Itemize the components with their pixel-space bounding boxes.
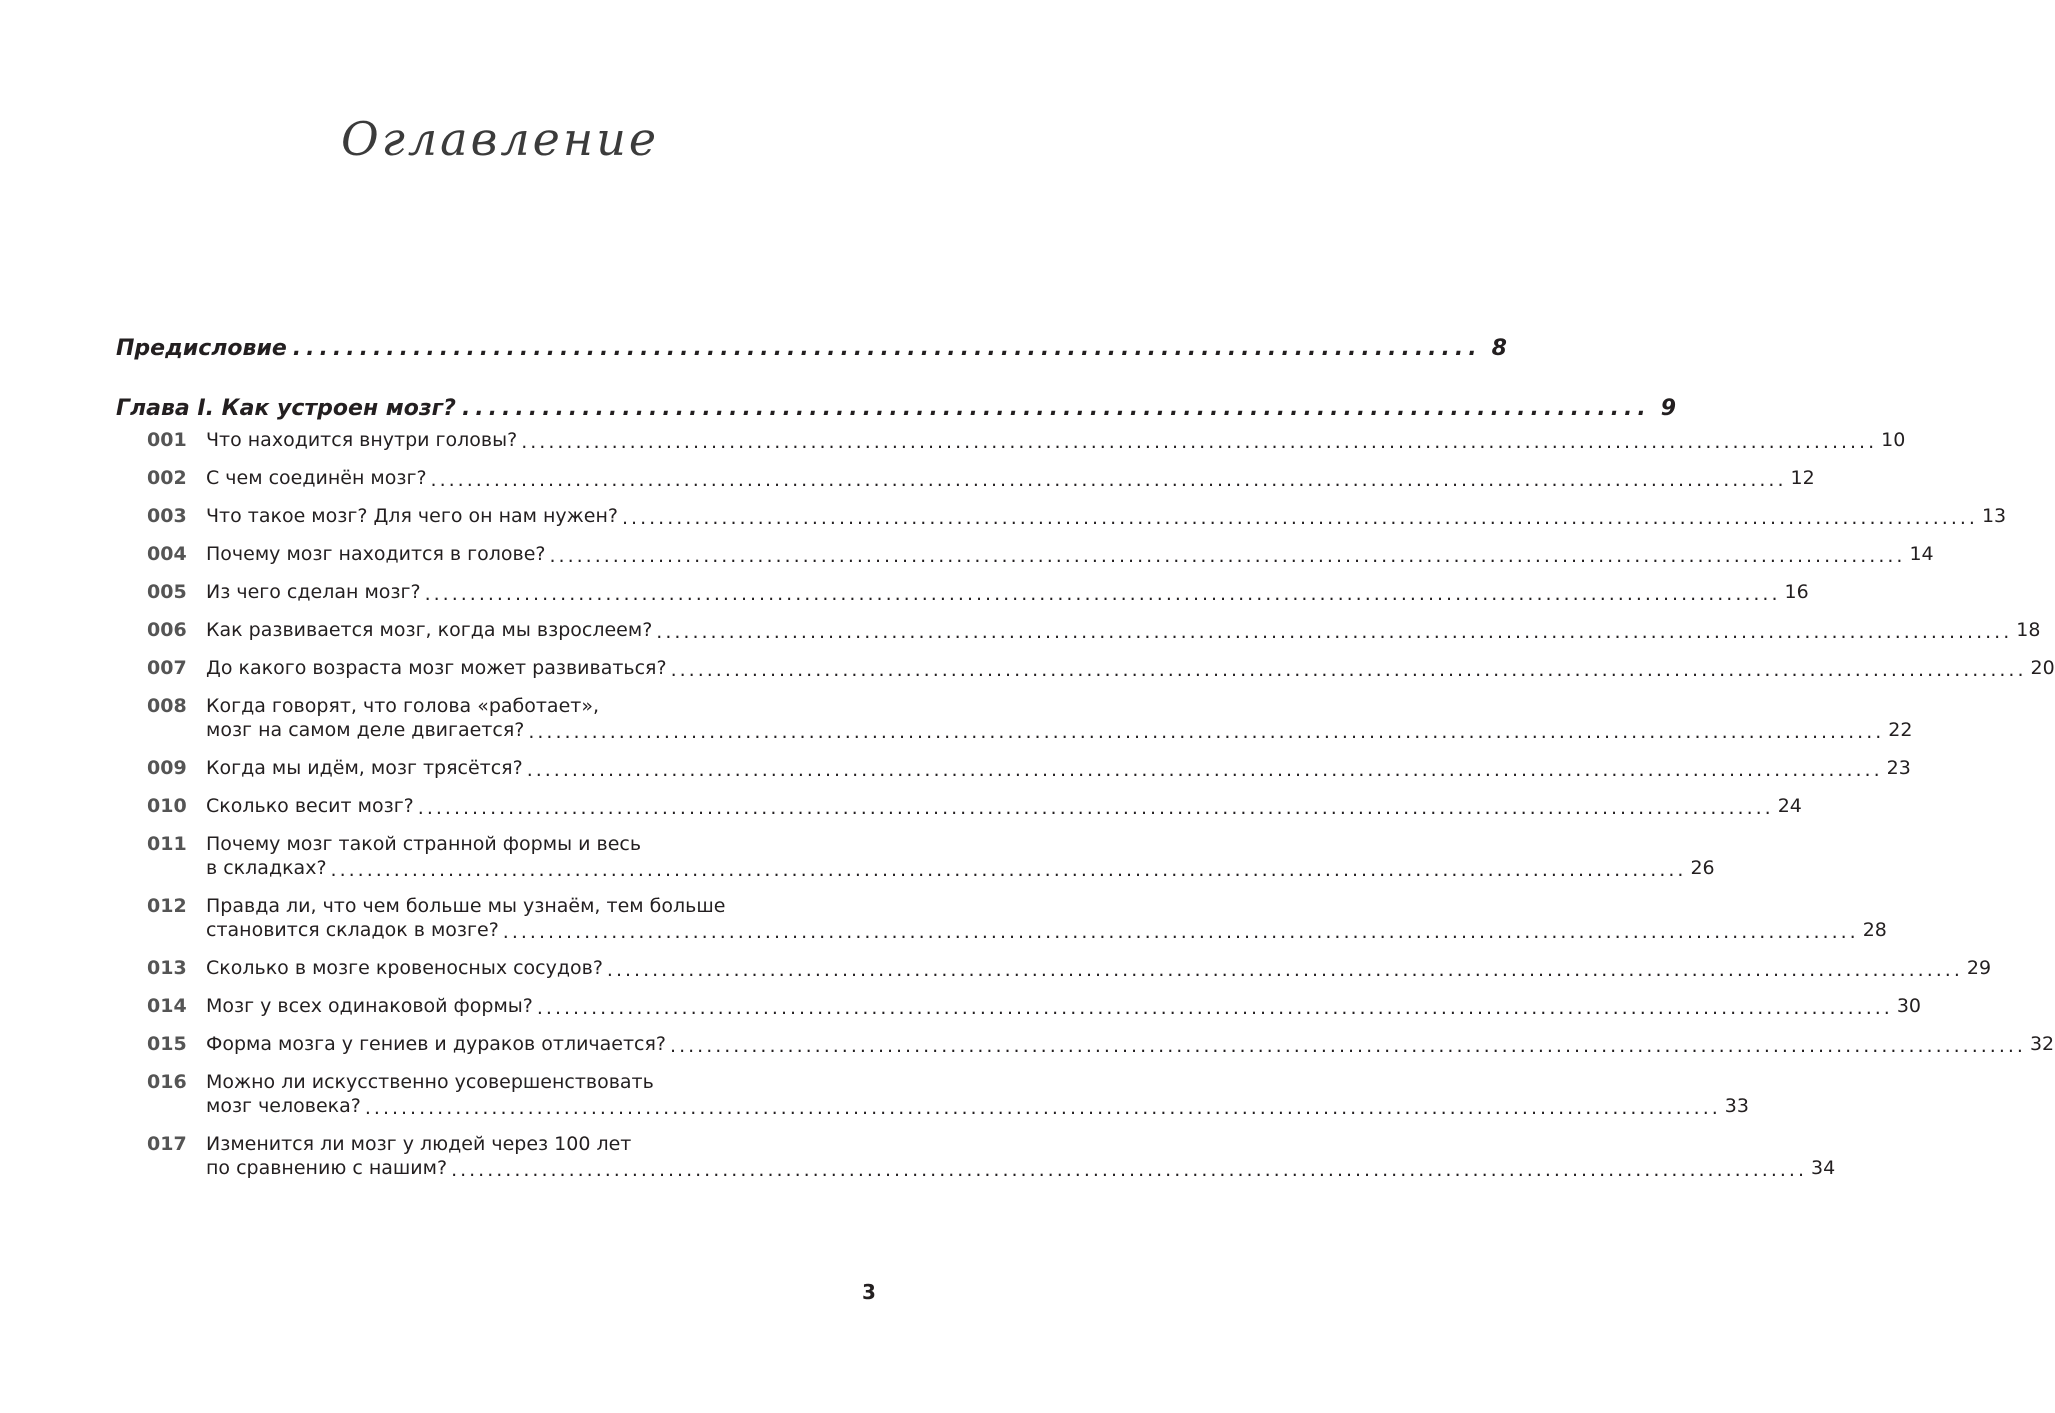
entry-last-line bbox=[206, 1032, 2054, 1056]
entry-title: Почему мозг находится в голове? bbox=[206, 543, 546, 565]
entry-title: мозг на самом деле двигается? bbox=[206, 719, 525, 741]
entry-line: Изменится ли мозг у людей через 100 лет bbox=[206, 1133, 632, 1155]
entry-title: в складках? bbox=[206, 857, 327, 879]
entry-text bbox=[206, 580, 1809, 604]
toc-entry[interactable] bbox=[147, 428, 1906, 453]
entry-text bbox=[206, 694, 1912, 742]
entry-number: 005 bbox=[147, 581, 187, 603]
entry-text bbox=[206, 956, 1991, 980]
entry-text bbox=[206, 994, 1921, 1018]
entry-text bbox=[206, 1032, 2054, 1056]
leader-dots: ...................................................................................................................................................... bbox=[670, 659, 2027, 681]
entry-title: по сравнению с нашим? bbox=[206, 1157, 448, 1179]
entry-last-line bbox=[206, 1156, 1835, 1180]
entry-text bbox=[206, 618, 2040, 642]
entry-text bbox=[206, 894, 1887, 942]
toc-entry[interactable] bbox=[147, 956, 1992, 981]
toc-entry[interactable] bbox=[147, 994, 1922, 1019]
entry-page: 24 bbox=[1777, 795, 1802, 817]
entry-number: 002 bbox=[147, 467, 187, 489]
entry-page: 23 bbox=[1886, 757, 1911, 779]
leader-dots: ......................................................................................... bbox=[461, 396, 1651, 421]
chapter-label: Глава I. Как устроен мозг? bbox=[116, 396, 456, 421]
toc-entry[interactable] bbox=[147, 756, 1911, 781]
entry-last-line bbox=[206, 718, 1912, 742]
entry-last-line bbox=[206, 466, 1815, 490]
entry-title: Из чего сделан мозг? bbox=[206, 581, 421, 603]
entry-title: становится складок в мозге? bbox=[206, 919, 499, 941]
toc-preface[interactable] bbox=[116, 316, 1507, 361]
entry-last-line bbox=[206, 542, 1934, 566]
leader-dots: ...................................................................................................................................................... bbox=[536, 997, 1893, 1019]
leader-dots: ...................................................................................................................................................... bbox=[502, 921, 1859, 943]
leader-dots: ...................................................................................................................................................... bbox=[451, 1159, 1807, 1181]
entry-page: 34 bbox=[1811, 1157, 1836, 1179]
leader-dots: ...................................................................................................................................................... bbox=[430, 469, 1787, 491]
entry-text bbox=[206, 656, 2055, 680]
entry-title: Что такое мозг? Для чего он нам нужен? bbox=[206, 505, 618, 527]
entry-text bbox=[206, 756, 1911, 780]
leader-dots: ...................................................................................................................................................... bbox=[417, 797, 1774, 819]
entry-line: Правда ли, что чем больше мы узнаём, тем больше bbox=[206, 895, 726, 917]
toc-entry[interactable] bbox=[147, 466, 1815, 491]
entry-page: 32 bbox=[2029, 1033, 2055, 1055]
entry-text bbox=[206, 542, 1934, 566]
entry-title: Форма мозга у гениев и дураков отличается? bbox=[206, 1033, 667, 1055]
entry-page: 30 bbox=[1896, 995, 1922, 1017]
toc-entry[interactable] bbox=[147, 504, 2007, 529]
entry-number: 013 bbox=[147, 957, 187, 979]
entry-title: Мозг у всех одинаковой формы? bbox=[206, 995, 533, 1017]
entry-last-line bbox=[206, 580, 1809, 604]
entry-text bbox=[206, 428, 1905, 452]
leader-dots: ...................................................................................................................................................... bbox=[549, 545, 1906, 567]
entry-title: Что находится внутри головы? bbox=[206, 429, 518, 451]
leader-dots: ...................................................................................................................................................... bbox=[526, 759, 1883, 781]
entry-title: мозг человека? bbox=[206, 1095, 361, 1117]
toc-entry[interactable] bbox=[147, 694, 1913, 743]
table-of-contents bbox=[116, 316, 2055, 1194]
entry-text bbox=[206, 504, 2006, 528]
toc-entry[interactable] bbox=[147, 580, 1809, 605]
entry-last-line bbox=[206, 756, 1911, 780]
leader-dots: ...................................................................................................................................................... bbox=[606, 959, 1963, 981]
entry-number: 014 bbox=[147, 995, 187, 1017]
entry-line: Можно ли искусственно усовершенствовать bbox=[206, 1071, 654, 1093]
entry-title: До какого возраста мозг может развиваться? bbox=[206, 657, 667, 679]
entry-page: 20 bbox=[2030, 657, 2055, 679]
entry-last-line bbox=[206, 618, 2040, 642]
entry-page: 12 bbox=[1790, 467, 1815, 489]
entry-page: 26 bbox=[1690, 857, 1715, 879]
leader-dots: ...................................................................................................................................................... bbox=[656, 621, 2013, 643]
entry-number: 016 bbox=[147, 1071, 187, 1093]
entry-text bbox=[206, 466, 1815, 490]
entry-page: 22 bbox=[1888, 719, 1913, 741]
entry-last-line bbox=[206, 994, 1921, 1018]
leader-dots: ...................................................................................................................................................... bbox=[424, 583, 1781, 605]
entry-last-line bbox=[206, 428, 1905, 452]
entry-number: 011 bbox=[147, 833, 187, 855]
leader-dots: ......................................................................................... bbox=[292, 336, 1482, 361]
toc-entry[interactable] bbox=[147, 1032, 2055, 1057]
entry-number: 008 bbox=[147, 695, 187, 717]
entry-last-line bbox=[206, 656, 2055, 680]
entry-number: 003 bbox=[147, 505, 187, 527]
toc-entry[interactable] bbox=[147, 894, 1887, 943]
page-number: 3 bbox=[862, 1280, 876, 1304]
entry-number: 007 bbox=[147, 657, 187, 679]
leader-dots: ...................................................................................................................................................... bbox=[330, 859, 1687, 881]
entry-page: 28 bbox=[1862, 919, 1887, 941]
entry-text bbox=[206, 794, 1802, 818]
leader-dots: ...................................................................................................................................................... bbox=[521, 431, 1878, 453]
entry-number: 015 bbox=[147, 1033, 187, 1055]
preface-page: 8 bbox=[1491, 336, 1507, 361]
entry-text bbox=[206, 1070, 1749, 1118]
entry-page: 16 bbox=[1784, 581, 1809, 603]
entry-number: 012 bbox=[147, 895, 187, 917]
entry-title: Как развивается мозг, когда мы взрослеем? bbox=[206, 619, 653, 641]
leader-dots: ...................................................................................................................................................... bbox=[528, 721, 1885, 743]
entry-number: 010 bbox=[147, 795, 187, 817]
entry-last-line bbox=[206, 918, 1887, 942]
preface-label: Предисловие bbox=[116, 336, 287, 361]
toc-entry[interactable] bbox=[147, 656, 2055, 681]
entry-title: Сколько в мозге кровеносных сосудов? bbox=[206, 957, 603, 979]
entry-last-line bbox=[206, 1094, 1749, 1118]
toc-entry[interactable] bbox=[147, 1132, 1836, 1181]
leader-dots: ...................................................................................................................................................... bbox=[364, 1097, 1721, 1119]
entry-last-line bbox=[206, 956, 1991, 980]
toc-entry[interactable] bbox=[147, 832, 1715, 881]
chapter-page: 9 bbox=[1660, 396, 1677, 421]
entry-page: 13 bbox=[1981, 505, 2007, 527]
toc-entry[interactable] bbox=[147, 794, 1802, 819]
toc-entry[interactable] bbox=[147, 618, 2041, 643]
entry-page: 10 bbox=[1881, 429, 1906, 451]
toc-entry[interactable] bbox=[147, 1070, 1749, 1119]
entry-page: 14 bbox=[1909, 543, 1934, 565]
entry-text bbox=[206, 832, 1715, 880]
leader-dots: ...................................................................................................................................................... bbox=[670, 1035, 2026, 1057]
entry-number: 001 bbox=[147, 429, 187, 451]
entry-line: Почему мозг такой странной формы и весь bbox=[206, 833, 642, 855]
entry-number: 009 bbox=[147, 757, 187, 779]
entry-title: Сколько весит мозг? bbox=[206, 795, 414, 817]
entry-number: 017 bbox=[147, 1133, 187, 1155]
entry-last-line bbox=[206, 504, 2006, 528]
toc-entries bbox=[147, 428, 2055, 1181]
entry-title: Когда мы идём, мозг трясётся? bbox=[206, 757, 523, 779]
entry-text bbox=[206, 1132, 1835, 1180]
entry-last-line bbox=[206, 856, 1715, 880]
entry-last-line bbox=[206, 794, 1802, 818]
entry-line: Когда говорят, что голова «работает», bbox=[206, 695, 599, 717]
page-title: Оглавление bbox=[340, 112, 660, 166]
entry-title: С чем соединён мозг? bbox=[206, 467, 427, 489]
leader-dots: ...................................................................................................................................................... bbox=[622, 507, 1978, 529]
entry-page: 29 bbox=[1966, 957, 1992, 979]
entry-number: 004 bbox=[147, 543, 187, 565]
entry-page: 33 bbox=[1724, 1095, 1749, 1117]
toc-chapter[interactable] bbox=[116, 376, 1677, 421]
entry-number: 006 bbox=[147, 619, 187, 641]
toc-entry[interactable] bbox=[147, 542, 1934, 567]
entry-page: 18 bbox=[2016, 619, 2041, 641]
